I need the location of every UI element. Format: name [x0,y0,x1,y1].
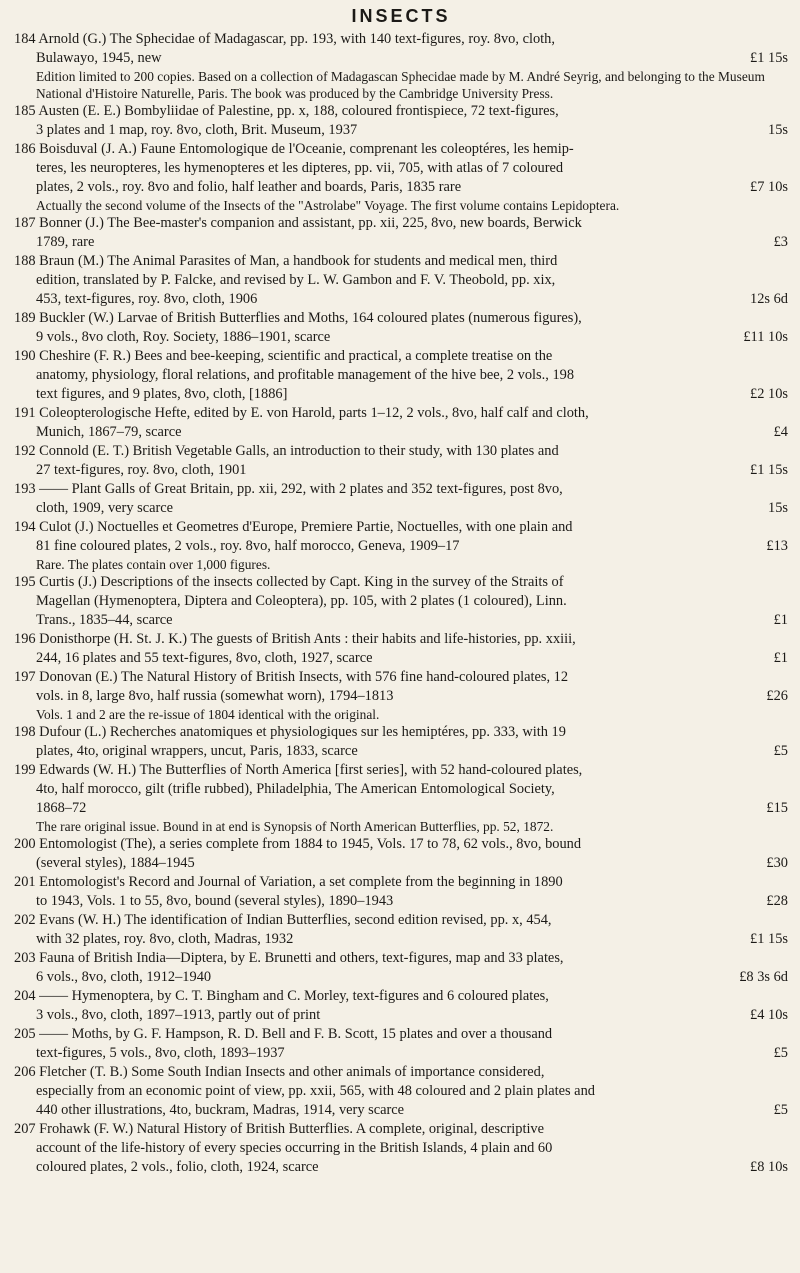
entry-price: £3 [773,234,788,250]
catalogue-entry [14,723,788,761]
entry-price: 15s [768,122,788,138]
entry-first-line: 205 —— Moths, by G. F. Hampson, R. D. Bell and F. B. Scott, 15 plates and over a thousand [14,1026,553,1042]
entry-price: £1 15s [750,462,788,478]
entry-price: 12s 6d [750,291,788,307]
entry-price: £5 [773,1045,788,1061]
entry-line: plates, 2 vols., roy. 8vo and folio, half leather and boards, Paris, 1835 rare £7 10s [36,179,788,195]
catalogue-entry [14,30,788,68]
catalogue-entry [14,668,788,706]
entry-line: Trans., 1835–44, scarce £1 [36,612,788,628]
entry-price: £1 [773,650,788,666]
entry-first-line: 204 —— Hymenoptera, by C. T. Bingham and C. Morley, text-figures and 6 coloured plates, [14,988,549,1004]
entry-price: £30 [766,855,788,871]
catalogue-entry [14,873,788,911]
entry-line: anatomy, physiology, floral relations, and profitable management of the hive bee, 2 vols., 198 [36,367,575,383]
entry-note: Edition limited to 200 copies. Based on a collection of Madagascan Sphecidae made by M. André Seyrig, and belonging to the Museum National d'Histoire Naturelle, Paris. The book was produced by the Cambridge University Press. [36,69,765,101]
entry-line: Bulawayo, 1945, new £1 15s [36,50,788,66]
entry-price: £13 [766,538,788,554]
entry-line: 453, text-figures, roy. 8vo, cloth, 1906 12s 6d [36,291,788,307]
entry-first-line: 203 Fauna of British India—Diptera, by E. Brunetti and others, text-figures, map and 33 plates, [14,950,564,966]
entry-note: Vols. 1 and 2 are the re-issue of 1804 identical with the original. [36,707,380,722]
entry-list [14,30,788,1177]
entry-line: text-figures, 5 vols., 8vo, cloth, 1893–1937 £5 [36,1045,788,1061]
catalogue-entry [14,1120,788,1177]
entry-first-line: 196 Donisthorpe (H. St. J. K.) The guests of British Ants : their habits and life-histories, pp. xxiii, [14,631,576,647]
entry-price: £15 [766,800,788,816]
catalogue-entry [14,630,788,668]
catalogue-entry [14,309,788,347]
entry-first-line: 207 Frohawk (F. W.) Natural History of British Butterflies. A complete, original, descriptive [14,1121,545,1137]
entry-first-line: 189 Buckler (W.) Larvae of British Butterflies and Moths, 164 coloured plates (numerous figures), [14,310,582,326]
entry-first-line: 194 Culot (J.) Noctuelles et Geometres d'Europe, Premiere Partie, Noctuelles, with one plain and [14,519,573,535]
catalogue-entry [14,140,788,197]
entry-price: £28 [766,893,788,909]
catalogue-entry [14,573,788,630]
catalogue-entry [14,214,788,252]
catalogue-entry [14,404,788,442]
entry-line: text figures, and 9 plates, 8vo, cloth, [1886] £2 10s [36,386,788,402]
entry-line: 81 fine coloured plates, 2 vols., roy. 8vo, half morocco, Geneva, 1909–17 £13 [36,538,788,554]
entry-line: coloured plates, 2 vols., folio, cloth, 1924, scarce £8 10s [36,1159,788,1175]
entry-line: 1789, rare £3 [36,234,788,250]
entry-line: 6 vols., 8vo, cloth, 1912–1940 £8 3s 6d [36,969,788,985]
entry-first-line: 184 Arnold (G.) The Sphecidae of Madagascar, pp. 193, with 140 text-figures, roy. 8vo, cloth, [14,31,555,47]
entry-first-line: 199 Edwards (W. H.) The Butterflies of North America [first series], with 52 hand-coloured plates, [14,762,583,778]
entry-line: especially from an economic point of view, pp. xxii, 565, with 48 coloured and 2 plain plates and [36,1083,595,1099]
entry-price: £11 10s [743,329,788,345]
entry-first-line: 187 Bonner (J.) The Bee-master's companion and assistant, pp. xii, 225, 8vo, new boards, Berwick [14,215,582,231]
entry-first-line: 206 Fletcher (T. B.) Some South Indian Insects and other animals of importance considered, [14,1064,545,1080]
entry-line: teres, les neuropteres, les hymenopteres et les dipteres, pp. vii, 705, with atlas of 7 coloured [36,160,564,176]
entry-line: 440 other illustrations, 4to, buckram, Madras, 1914, very scarce £5 [36,1102,788,1118]
entry-first-line: 185 Austen (E. E.) Bombyliidae of Palestine, pp. x, 188, coloured frontispiece, 72 text-figures, [14,103,559,119]
entry-line: plates, 4to, original wrappers, uncut, Paris, 1833, scarce £5 [36,743,788,759]
entry-line: 4to, half morocco, gilt (trifle rubbed), Philadelphia, The American Entomological Society, [36,781,555,797]
entry-line: 244, 16 plates and 55 text-figures, 8vo, cloth, 1927, scarce £1 [36,650,788,666]
entry-price: £8 10s [750,1159,788,1175]
catalogue-entry [14,480,788,518]
entry-line: to 1943, Vols. 1 to 55, 8vo, bound (several styles), 1890–1943 £28 [36,893,788,909]
entry-first-line: 200 Entomologist (The), a series complete from 1884 to 1945, Vols. 17 to 78, 62 vols., 8vo, bound [14,836,582,852]
entry-first-line: 192 Connold (E. T.) British Vegetable Galls, an introduction to their study, with 130 plates and [14,443,559,459]
entry-price: £26 [766,688,788,704]
entry-line: account of the life-history of every species occurring in the British Islands, 4 plain and 60 [36,1140,553,1156]
entry-first-line: 186 Boisduval (J. A.) Faune Entomologique de l'Oceanie, comprenant les coleoptéres, les hemip- [14,141,574,157]
entry-line: edition, translated by P. Falcke, and revised by L. W. Gambon and F. V. Theobold, pp. xix, [36,272,556,288]
entry-first-line: 202 Evans (W. H.) The identification of Indian Butterflies, second edition revised, pp. x, 454, [14,912,552,928]
entry-note: Rare. The plates contain over 1,000 figures. [36,557,271,572]
catalogue-entry [14,761,788,818]
entry-note: The rare original issue. Bound in at end is Synopsis of North American Butterflies, pp. 52, 1872. [36,819,554,834]
entry-first-line: 193 —— Plant Galls of Great Britain, pp. xii, 292, with 2 plates and 352 text-figures, post 8vo, [14,481,563,497]
entry-line: 3 plates and 1 map, roy. 8vo, cloth, Brit. Museum, 1937 15s [36,122,788,138]
entry-line: 9 vols., 8vo cloth, Roy. Society, 1886–1901, scarce £11 10s [36,329,788,345]
catalogue-entry [14,1025,788,1063]
catalogue-entry [14,835,788,873]
catalogue-entry [14,987,788,1025]
entry-line: Munich, 1867–79, scarce £4 [36,424,788,440]
page-heading: INSECTS [351,6,451,26]
entry-price: £1 [773,612,788,628]
entry-price: £7 10s [750,179,788,195]
catalogue-entry [14,252,788,309]
entry-price: £5 [773,1102,788,1118]
catalogue-entry [14,102,788,140]
catalogue-entry [14,949,788,987]
entry-first-line: 198 Dufour (L.) Recherches anatomiques et physiologiques sur les hemiptéres, pp. 333, with 19 [14,724,566,740]
entry-line: vols. in 8, large 8vo, half russia (somewhat worn), 1794–1813 £26 [36,688,788,704]
entry-line: 1868–72 £15 [36,800,788,816]
entry-price: £5 [773,743,788,759]
entry-first-line: 197 Donovan (E.) The Natural History of British Insects, with 576 fine hand-coloured plates, 12 [14,669,569,685]
entry-note: Actually the second volume of the Insects of the "Astrolabe" Voyage. The first volume contains Lepidoptera. [36,198,620,213]
entry-line: Magellan (Hymenoptera, Diptera and Coleoptera), pp. 105, with 2 plates (1 coloured), Linn. [36,593,567,609]
entry-price: £2 10s [750,386,788,402]
entry-first-line: 190 Cheshire (F. R.) Bees and bee-keeping, scientific and practical, a complete treatise on the [14,348,553,364]
catalogue-entry [14,442,788,480]
entry-line: 3 vols., 8vo, cloth, 1897–1913, partly out of print £4 10s [36,1007,788,1023]
entry-price: £4 10s [750,1007,788,1023]
entry-first-line: 191 Coleopterologische Hefte, edited by E. von Harold, parts 1–12, 2 vols., 8vo, half calf and cloth, [14,405,589,421]
entry-price: £1 15s [750,50,788,66]
catalogue-entry [14,911,788,949]
catalogue-entry [14,518,788,556]
entry-first-line: 188 Braun (M.) The Animal Parasites of Man, a handbook for students and medical men, third [14,253,558,269]
entry-price: £1 15s [750,931,788,947]
entry-price: £8 3s 6d [739,969,788,985]
entry-price: 15s [768,500,788,516]
entry-first-line: 195 Curtis (J.) Descriptions of the insects collected by Capt. King in the survey of the Straits of [14,574,564,590]
entry-price: £4 [773,424,788,440]
catalogue-entry [14,1063,788,1120]
entry-line: cloth, 1909, very scarce 15s [36,500,788,516]
entry-line: (several styles), 1884–1945 £30 [36,855,788,871]
entry-line: with 32 plates, roy. 8vo, cloth, Madras, 1932 £1 15s [36,931,788,947]
entry-first-line: 201 Entomologist's Record and Journal of Variation, a set complete from the beginning in 1890 [14,874,563,890]
entry-line: 27 text-figures, roy. 8vo, cloth, 1901 £1 15s [36,462,788,478]
catalogue-entry [14,347,788,404]
